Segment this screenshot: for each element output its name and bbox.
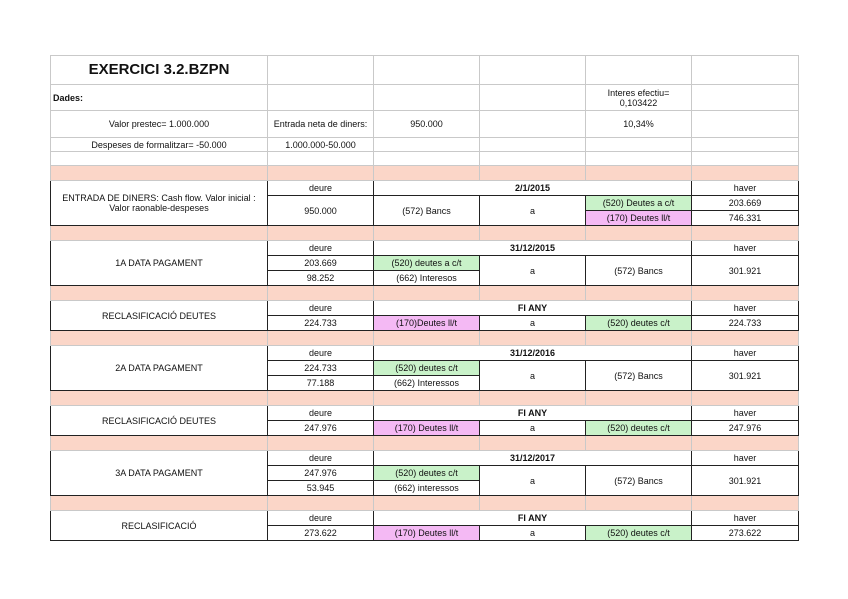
separator-cell[interactable]	[480, 436, 586, 451]
debit-amount[interactable]: 950.000	[268, 196, 374, 226]
debit-account[interactable]: (662) interessos	[374, 481, 480, 496]
debit-account[interactable]: (572) Bancs	[374, 196, 480, 226]
separator-cell[interactable]	[480, 391, 586, 406]
a-connector[interactable]: a	[480, 526, 586, 541]
separator-cell[interactable]	[268, 496, 374, 511]
credit-account[interactable]: (572) Bancs	[586, 361, 692, 391]
haver-label[interactable]: haver	[692, 241, 799, 256]
journal-row	[51, 346, 799, 361]
debit-account[interactable]: (520) deutes a c/t	[374, 256, 480, 271]
credit-amount[interactable]: 301.921	[692, 361, 799, 391]
separator-cell[interactable]	[692, 226, 799, 241]
cell[interactable]	[586, 138, 692, 152]
debit-amount[interactable]: 247.976	[268, 421, 374, 436]
valor-prestec[interactable]: Valor prestec= 1.000.000	[51, 111, 268, 138]
entry-date[interactable]: 31/12/2015	[374, 241, 692, 256]
separator-cell[interactable]	[268, 166, 374, 181]
cell[interactable]	[268, 56, 374, 85]
haver-label[interactable]: haver	[692, 301, 799, 316]
interes-percent[interactable]: 10,34%	[586, 111, 692, 138]
credit-account[interactable]: (572) Bancs	[586, 256, 692, 286]
cell[interactable]	[480, 85, 586, 111]
cell[interactable]	[692, 111, 799, 138]
deure-label[interactable]: deure	[268, 241, 374, 256]
journal-row	[51, 181, 799, 196]
cell[interactable]	[374, 152, 480, 166]
haver-label[interactable]: haver	[692, 346, 799, 361]
cell[interactable]	[374, 138, 480, 152]
haver-label[interactable]: haver	[692, 451, 799, 466]
separator-cell[interactable]	[692, 286, 799, 301]
credit-account[interactable]: (520) deutes c/t	[586, 526, 692, 541]
separator-row	[51, 286, 799, 301]
a-connector[interactable]: a	[480, 361, 586, 391]
separator-cell[interactable]	[692, 166, 799, 181]
separator-cell[interactable]	[480, 286, 586, 301]
credit-amount[interactable]: 273.622	[692, 526, 799, 541]
separator-cell[interactable]	[586, 226, 692, 241]
separator-cell[interactable]	[51, 436, 268, 451]
separator-cell[interactable]	[51, 286, 268, 301]
entrada-neta-label[interactable]: Entrada neta de diners:	[268, 111, 374, 138]
cell[interactable]	[268, 152, 374, 166]
haver-label[interactable]: haver	[692, 511, 799, 526]
separator-cell[interactable]	[51, 166, 268, 181]
separator-row	[51, 436, 799, 451]
separator-cell[interactable]	[374, 436, 480, 451]
debit-amount[interactable]: 224.733	[268, 361, 374, 376]
separator-cell[interactable]	[268, 391, 374, 406]
entry-date[interactable]: 2/1/2015	[374, 181, 692, 196]
cell[interactable]	[51, 152, 268, 166]
credit-account[interactable]: (520) deutes c/t	[586, 316, 692, 331]
a-connector[interactable]: a	[480, 466, 586, 496]
separator-cell[interactable]	[51, 226, 268, 241]
journal-row	[51, 406, 799, 421]
debit-amount[interactable]: 203.669	[268, 256, 374, 271]
entry-date[interactable]: 31/12/2017	[374, 451, 692, 466]
spreadsheet-table	[50, 55, 799, 541]
credit-amount[interactable]: 301.921	[692, 466, 799, 496]
credit-amount[interactable]: 746.331	[692, 211, 799, 226]
separator-row	[51, 496, 799, 511]
separator-cell[interactable]	[268, 286, 374, 301]
separator-cell[interactable]	[586, 331, 692, 346]
credit-account[interactable]: (520) deutes c/t	[586, 421, 692, 436]
separator-cell[interactable]	[480, 331, 586, 346]
cell[interactable]	[480, 152, 586, 166]
separator-cell[interactable]	[480, 226, 586, 241]
separator-cell[interactable]	[586, 166, 692, 181]
separator-cell[interactable]	[586, 436, 692, 451]
separator-cell[interactable]	[51, 391, 268, 406]
separator-cell[interactable]	[374, 286, 480, 301]
separator-cell[interactable]	[268, 226, 374, 241]
entry-date[interactable]: FI ANY	[374, 301, 692, 316]
separator-cell[interactable]	[692, 496, 799, 511]
section-name[interactable]: 2A DATA PAGAMENT	[51, 346, 268, 391]
separator-cell[interactable]	[51, 496, 268, 511]
separator-cell[interactable]	[374, 391, 480, 406]
cell[interactable]	[374, 85, 480, 111]
cell[interactable]	[480, 56, 586, 85]
credit-account[interactable]: (572) Bancs	[586, 466, 692, 496]
cell[interactable]	[692, 138, 799, 152]
debit-amount[interactable]: 77.188	[268, 376, 374, 391]
deure-label[interactable]: deure	[268, 301, 374, 316]
separator-row	[51, 331, 799, 346]
separator-cell[interactable]	[480, 496, 586, 511]
credit-amount[interactable]: 224.733	[692, 316, 799, 331]
deure-label[interactable]: deure	[268, 451, 374, 466]
section-name[interactable]: ENTRADA DE DINERS: Cash flow. Valor inicial : Valor raonable-despeses	[51, 181, 268, 226]
debit-account[interactable]: (170) Deutes ll/t	[374, 421, 480, 436]
credit-amount[interactable]: 247.976	[692, 421, 799, 436]
calc-formula[interactable]: 1.000.000-50.000	[268, 138, 374, 152]
section-name[interactable]: RECLASIFICACIÓ	[51, 511, 268, 541]
debit-amount[interactable]: 224.733	[268, 316, 374, 331]
a-connector[interactable]: a	[480, 316, 586, 331]
debit-amount[interactable]: 98.252	[268, 271, 374, 286]
separator-cell[interactable]	[374, 496, 480, 511]
separator-row	[51, 391, 799, 406]
section-name[interactable]: 1A DATA PAGAMENT	[51, 241, 268, 286]
separator-cell[interactable]	[268, 436, 374, 451]
cell[interactable]	[268, 85, 374, 111]
separator-cell[interactable]	[586, 391, 692, 406]
separator-cell[interactable]	[374, 331, 480, 346]
cell[interactable]	[586, 152, 692, 166]
separator-row	[51, 226, 799, 241]
debit-account[interactable]: (520) deutes c/t	[374, 361, 480, 376]
a-connector[interactable]: a	[480, 196, 586, 226]
separator-cell[interactable]	[692, 331, 799, 346]
haver-label[interactable]: haver	[692, 406, 799, 421]
entry-date[interactable]: 31/12/2016	[374, 346, 692, 361]
credit-account[interactable]: (170) Deutes ll/t	[586, 211, 692, 226]
cell[interactable]	[692, 152, 799, 166]
separator-cell[interactable]	[374, 226, 480, 241]
debit-account[interactable]: (170) Deutes ll/t	[374, 526, 480, 541]
debit-account[interactable]: (520) deutes c/t	[374, 466, 480, 481]
cell[interactable]	[692, 56, 799, 85]
separator-cell[interactable]	[480, 166, 586, 181]
debit-account[interactable]: (662) Interesos	[374, 271, 480, 286]
haver-label[interactable]: haver	[692, 181, 799, 196]
section-name[interactable]: RECLASIFICACIÓ DEUTES	[51, 301, 268, 331]
separator-cell[interactable]	[586, 286, 692, 301]
cell[interactable]	[480, 111, 586, 138]
journal-entries	[51, 166, 799, 541]
a-connector[interactable]: a	[480, 256, 586, 286]
interes-efectiu[interactable]: Interes efectiu= 0,103422	[586, 85, 692, 111]
section-name[interactable]: 3A DATA PAGAMENT	[51, 451, 268, 496]
separator-cell[interactable]	[268, 331, 374, 346]
entrada-neta-value[interactable]: 950.000	[374, 111, 480, 138]
sheet-title[interactable]: EXERCICI 3.2.BZPN	[51, 56, 268, 85]
despeses-formalitzar[interactable]: Despeses de formalitzar= -50.000	[51, 138, 268, 152]
journal-row	[51, 301, 799, 316]
entry-date[interactable]: FI ANY	[374, 511, 692, 526]
credit-amount[interactable]: 203.669	[692, 196, 799, 211]
separator-cell[interactable]	[692, 436, 799, 451]
debit-amount[interactable]: 53.945	[268, 481, 374, 496]
separator-cell[interactable]	[374, 166, 480, 181]
separator-cell[interactable]	[586, 496, 692, 511]
journal-row	[51, 511, 799, 526]
debit-account[interactable]: (170)Deutes ll/t	[374, 316, 480, 331]
deure-label[interactable]: deure	[268, 181, 374, 196]
journal-row	[51, 451, 799, 466]
separator-cell[interactable]	[51, 331, 268, 346]
debit-amount[interactable]: 247.976	[268, 466, 374, 481]
section-name[interactable]: RECLASIFICACIÓ DEUTES	[51, 406, 268, 436]
cell[interactable]	[480, 138, 586, 152]
journal-row	[51, 241, 799, 256]
entry-date[interactable]: FI ANY	[374, 406, 692, 421]
cell[interactable]	[374, 56, 480, 85]
debit-account[interactable]: (662) Interessos	[374, 376, 480, 391]
a-connector[interactable]: a	[480, 421, 586, 436]
credit-amount[interactable]: 301.921	[692, 256, 799, 286]
separator-cell[interactable]	[692, 391, 799, 406]
deure-label[interactable]: deure	[268, 406, 374, 421]
debit-amount[interactable]: 273.622	[268, 526, 374, 541]
deure-label[interactable]: deure	[268, 346, 374, 361]
credit-account[interactable]: (520) Deutes a c/t	[586, 196, 692, 211]
deure-label[interactable]: deure	[268, 511, 374, 526]
cell[interactable]	[586, 56, 692, 85]
cell[interactable]	[692, 85, 799, 111]
dades-label[interactable]: Dades:	[51, 85, 268, 111]
separator-row	[51, 166, 799, 181]
